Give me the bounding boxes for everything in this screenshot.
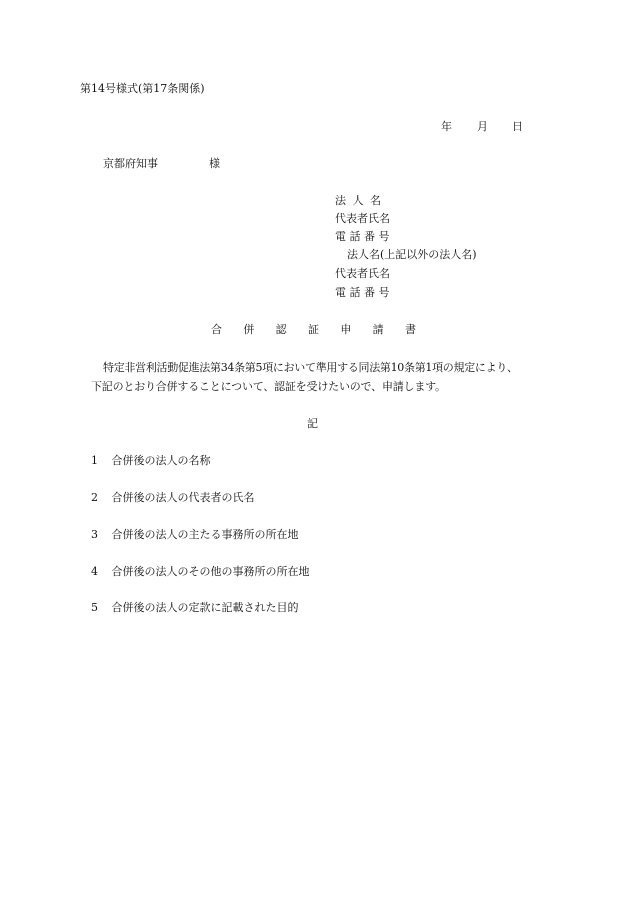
item-text: 合併後の法人の主たる事務所の所在地 xyxy=(111,528,299,541)
form-number: 第14号様式(第17条関係) xyxy=(80,82,205,95)
title-char: 申 xyxy=(340,323,352,336)
item-text: 合併後の法人の代表者の氏名 xyxy=(111,491,255,504)
list-item xyxy=(91,528,299,542)
applicant-representative-2: 代表者氏名 xyxy=(335,267,390,280)
addressee-honorific: 様 xyxy=(209,157,220,170)
addressee-name: 京都府知事 xyxy=(103,157,158,170)
item-text: 合併後の法人のその他の事務所の所在地 xyxy=(111,565,310,578)
title-char: 請 xyxy=(372,323,384,336)
title-char: 併 xyxy=(243,323,255,336)
item-number: 4 xyxy=(91,565,98,578)
list-item xyxy=(91,601,299,615)
applicant-corp-name: 法 人 名 xyxy=(335,194,381,207)
item-number: 2 xyxy=(91,491,98,504)
title-char: 認 xyxy=(275,323,287,336)
applicant-phone-2: 電 話 番 号 xyxy=(335,286,390,299)
body-line-2: 下記のとおり合併することについて、認証を受けたいので、申請します。 xyxy=(91,380,446,393)
item-text: 合併後の法人の名称 xyxy=(111,454,211,467)
applicant-phone: 電 話 番 号 xyxy=(335,230,390,243)
title-char: 書 xyxy=(404,323,416,336)
date-year: 年 xyxy=(441,120,452,133)
applicant-other-corp-name: 法人名(上記以外の法人名) xyxy=(347,248,477,261)
item-number: 5 xyxy=(91,601,98,614)
list-item xyxy=(91,454,211,468)
document-title xyxy=(211,323,416,337)
applicant-representative: 代表者氏名 xyxy=(335,212,390,225)
item-number: 1 xyxy=(91,454,98,467)
list-item xyxy=(91,491,255,505)
ki-heading: 記 xyxy=(307,417,318,430)
date-month: 月 xyxy=(477,120,488,133)
item-text: 合併後の法人の定款に記載された目的 xyxy=(111,601,299,614)
title-char: 証 xyxy=(307,323,319,336)
item-number: 3 xyxy=(91,528,98,541)
body-line-1: 特定非営利活動促進法第34条第5項において準用する同法第10条第1項の規定により、 xyxy=(103,361,518,374)
list-item xyxy=(91,565,310,579)
title-char: 合 xyxy=(211,323,222,336)
date-day: 日 xyxy=(512,120,523,133)
